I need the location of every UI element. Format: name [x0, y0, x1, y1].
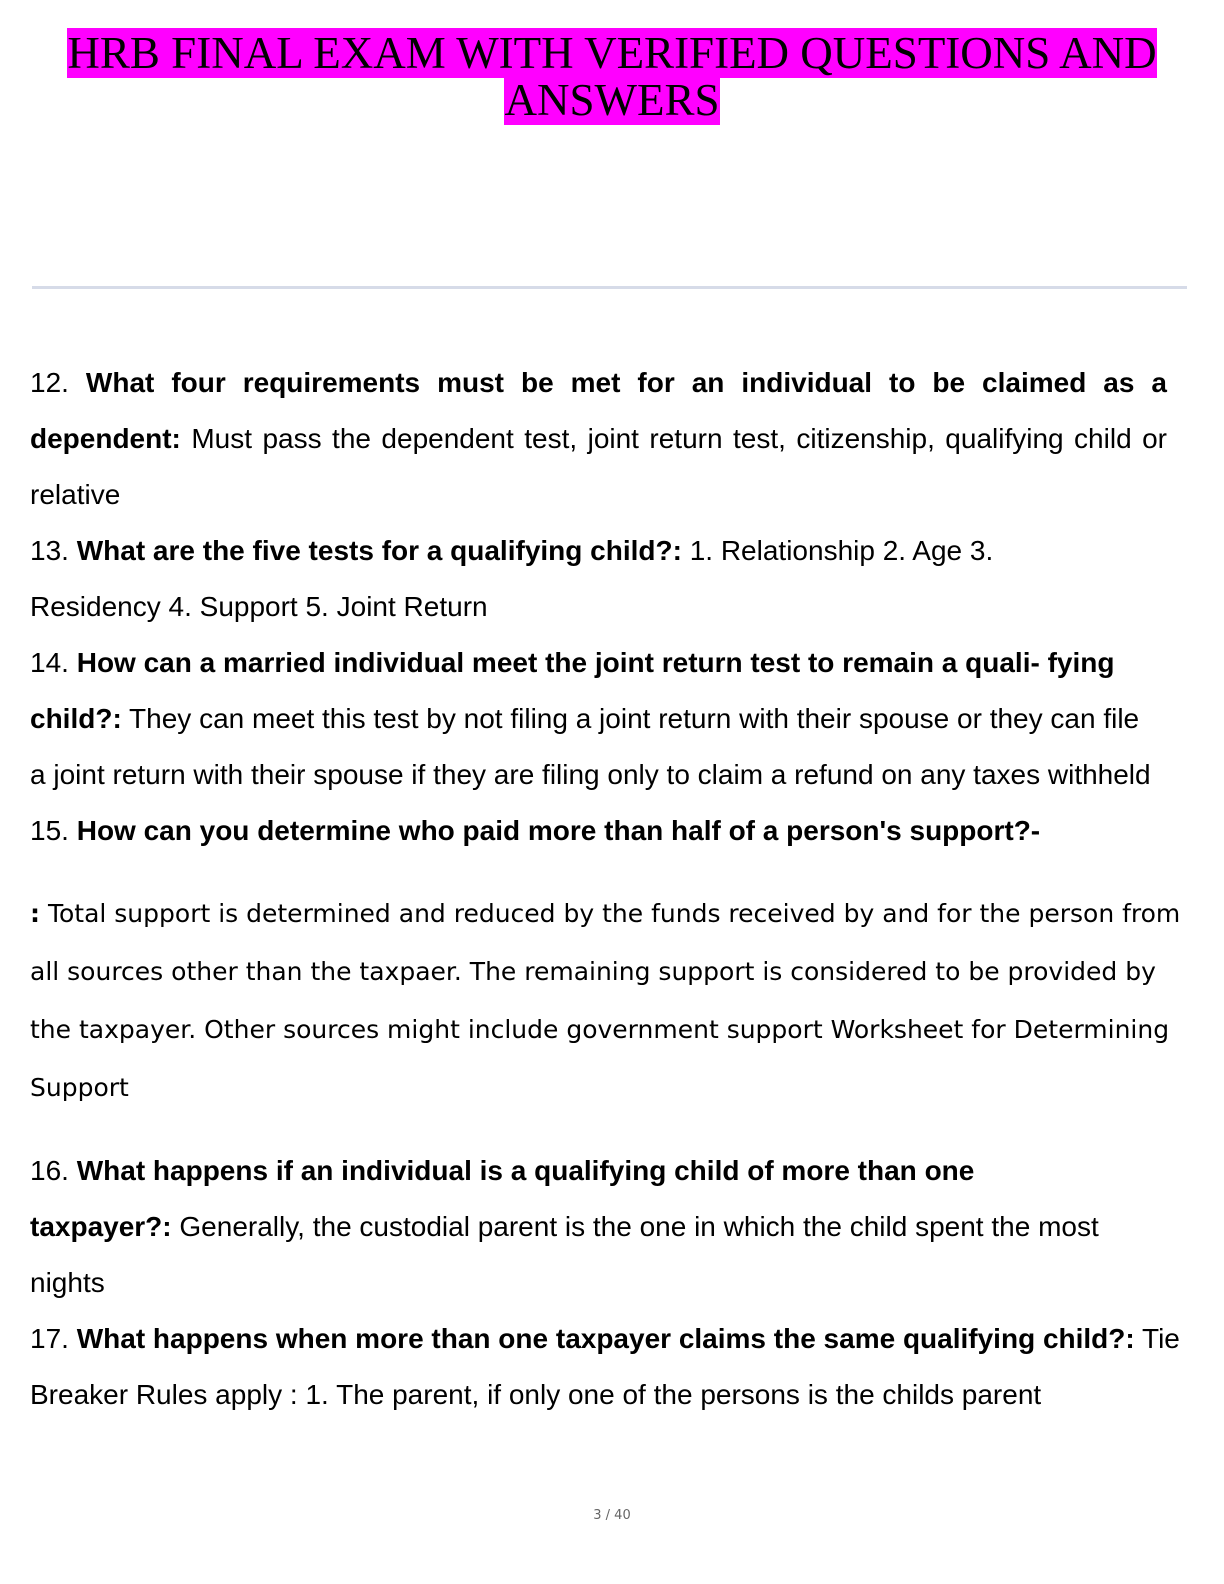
qa-item-15-answer [30, 885, 1200, 1117]
qa-item-14 [30, 635, 1160, 803]
question-number: 13. [30, 535, 69, 566]
question-number: 14. [30, 647, 69, 678]
question-text: What happens if an individual is a qualifying child of more than one taxpayer?: [30, 1155, 975, 1242]
question-number: 15. [30, 815, 69, 846]
qa-item-13 [30, 523, 1040, 635]
qa-item-17 [30, 1311, 1180, 1423]
qa-content [30, 355, 1181, 1423]
question-number: 16. [30, 1155, 69, 1186]
answer-text: 1. Relationship 2. Age 3. Residency 4. Support 5. Joint Return [30, 535, 994, 622]
answer-text: Total support is determined and reduced by the funds received by and for the person from all sources other than the taxpaer. The remaining support is considered to be provided by the taxpayer. Other sources might include government support Worksheet for Determining Support [30, 899, 1181, 1102]
title-divider [32, 286, 1187, 289]
question-text: What four requirements must be met for an individual to be claimed as a dependent: [30, 367, 1168, 454]
question-text: How can a married individual meet the joint return test to remain a quali- fying child?: [30, 647, 1115, 734]
question-text: What are the five tests for a qualifying child?: [76, 535, 682, 566]
answer-text: Must pass the dependent test, joint return test, citizenship, qualifying child or relative [30, 423, 1167, 510]
question-number: 12. [30, 367, 69, 398]
answer-text: Tie Breaker Rules apply : 1. The parent, if only one of the persons is the childs parent [30, 1323, 1180, 1410]
title-highlight: HRB FINAL EXAM WITH VERIFIED QUESTIONS AND ANSWERS [67, 28, 1157, 125]
question-text-continued: : [30, 899, 40, 928]
qa-item-16 [30, 1143, 1120, 1311]
answer-text: They can meet this test by not filing a joint return with their spouse or they can file a joint return with their spouse if they are filing only to claim a refund on any taxes withheld [30, 703, 1151, 790]
question-text: What happens when more than one taxpayer claims the same qualifying child?: [76, 1323, 1135, 1354]
qa-item-12 [30, 355, 1167, 523]
question-number: 17. [30, 1323, 69, 1354]
page-number: 3 / 40 [593, 1508, 631, 1523]
answer-text: Generally, the custodial parent is the one in which the child spent the most nights [30, 1211, 1099, 1298]
question-text: How can you determine who paid more than half of a person's support?- [76, 815, 1041, 846]
qa-item-15-question [30, 803, 1167, 859]
page-title [0, 30, 1224, 124]
